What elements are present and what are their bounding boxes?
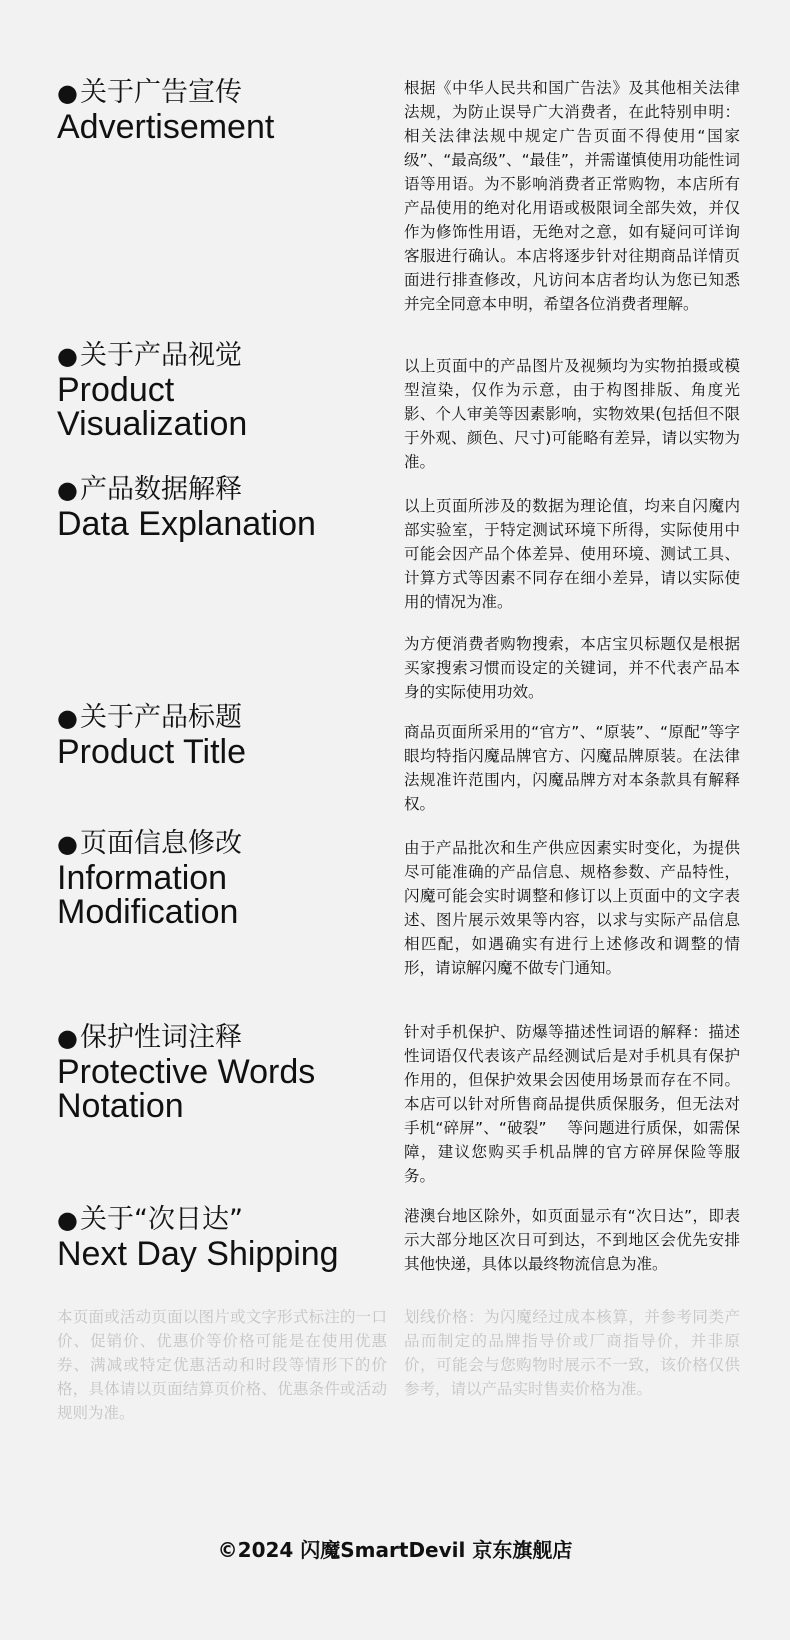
section-paragraph: 根据《中华人民共和国广告法》及其他相关法律法规，为防止误导广大消费者，在此特别申明：相关法律法规中规定广告页面不得使用“国家级”、“最高级”、“最佳”，并需谨慎使用功能性词语等用语。为不影响消费者正常购物，本店所有产品使用的绝对化用语或极限词全部失效，并仅作为修饰性用语，无绝对之意，如有疑问可详询客服进行确认。本店将逐步针对往期商品详情页面进行排查修改，凡访问本店者均认为您已知悉并完全同意本申明，希望各位消费者理解。 [404, 79, 740, 313]
bullet-icon: ● [57, 476, 78, 504]
section-title-en: Modification [57, 893, 239, 931]
section-heading [57, 473, 357, 541]
section-title-en: Next Day Shipping [57, 1235, 339, 1273]
section-paragraph: 为方便消费者购物搜索，本店宝贝标题仅是根据买家搜索习惯而设定的关键词，并不代表产品本身的实际使用功效。 [404, 635, 740, 701]
bullet-icon: ● [57, 1024, 78, 1052]
bullet-icon: ● [57, 704, 78, 732]
section-title-cn: ●关于广告宣传 [57, 77, 242, 108]
section-paragraph: 港澳台地区除外，如页面显示有“次日达”，即表示大部分地区次日可到达，不到地区会优先安排其他快递，具体以最终物流信息为准。 [404, 1207, 740, 1273]
section-title-cn: ●关于“次日达” [57, 1204, 243, 1235]
bullet-icon: ● [57, 1206, 78, 1234]
footer-copyright: ©2024 闪魔SmartDevil 京东旗舰店 [217, 1538, 573, 1562]
section-paragraph: 商品页面所采用的“官方”、“原装”、“原配”等字眼均特指闪魔品牌官方、闪魔品牌原装。在法律法规准许范围内，闪魔品牌方对本条款具有解释权。 [404, 723, 740, 813]
section-title-cn: ●保护性词注释 [57, 1022, 242, 1053]
section-heading [57, 339, 357, 441]
section-title-cn: ●产品数据解释 [57, 474, 242, 505]
section-title-en: Information [57, 859, 228, 897]
section-heading [57, 701, 357, 769]
section-title-cn: ●关于产品视觉 [57, 340, 242, 371]
section-body [404, 836, 740, 980]
section-title-en: Protective Words [57, 1053, 316, 1091]
bullet-icon: ● [57, 79, 78, 107]
section-heading [57, 1021, 357, 1123]
bullet-icon: ● [57, 830, 78, 858]
section-title-en: Product [57, 371, 175, 409]
section-heading [57, 1203, 357, 1271]
section-title-cn: ●页面信息修改 [57, 828, 242, 859]
section-body [404, 1204, 740, 1276]
section-title-en: Data Explanation [57, 505, 316, 543]
section-paragraph: 由于产品批次和生产供应因素实时变化，为提供尽可能准确的产品信息、规格参数、产品特性，闪魔可能会实时调整和修订以上页面中的文字表述、图片展示效果等内容，以求与实际产品信息相匹配，如遇确实有进行上述修改和调整的情形，请谅解闪魔不做专门通知。 [404, 839, 740, 977]
section-paragraph: 以上页面中的产品图片及视频均为实物拍摄或模型渲染，仅作为示意，由于构图排版、角度光影、个人审美等因素影响，实物效果(包括但不限于外观、颜色、尺寸)可能略有差异，请以实物为准。 [404, 357, 740, 471]
section-heading [57, 76, 357, 144]
price-note-left: 本页面或活动页面以图片或文字形式标注的一口价、促销价、优惠价等价格可能是在使用优惠券、满减或特定优惠活动和时段等情形下的价格，具体请以页面结算页价格、优惠条件或活动规则为准。 [57, 1308, 387, 1422]
bullet-icon: ● [57, 342, 78, 370]
section-body [404, 494, 740, 704]
section-body [404, 76, 740, 316]
section-paragraph: 以上页面所涉及的数据为理论值，均来自闪魔内部实验室，于特定测试环境下所得，实际使用中可能会因产品个体差异、使用环境、测试工具、计算方式等因素不同存在细小差异，请以实际使用的情况为准。 [404, 497, 740, 611]
section-body [404, 1020, 740, 1188]
price-note-right: 划线价格：为闪魔经过成本核算，并参考同类产品而制定的品牌指导价或厂商指导价，并非原价，可能会与您购物时展示不一致，该价格仅供参考，请以产品实时售卖价格为准。 [404, 1308, 740, 1398]
section-body [404, 720, 740, 816]
section-body [404, 354, 740, 474]
section-title-en: Product Title [57, 733, 246, 771]
section-title-cn: ●关于产品标题 [57, 702, 242, 733]
section-title-en: Advertisement [57, 108, 275, 146]
section-heading [57, 827, 357, 929]
section-paragraph: 针对手机保护、防爆等描述性词语的解释：描述性词语仅代表该产品经测试后是对手机具有保护作用的，但保护效果会因使用场景而存在不同。本店可以针对所售商品提供质保服务，但无法对手机“碎屏”、“破裂” 等问题进行质保，如需保障，建议您购买手机品牌的官方碎屏保险等服务。 [404, 1023, 740, 1185]
section-title-en: Visualization [57, 405, 248, 443]
section-title-en: Notation [57, 1087, 184, 1125]
